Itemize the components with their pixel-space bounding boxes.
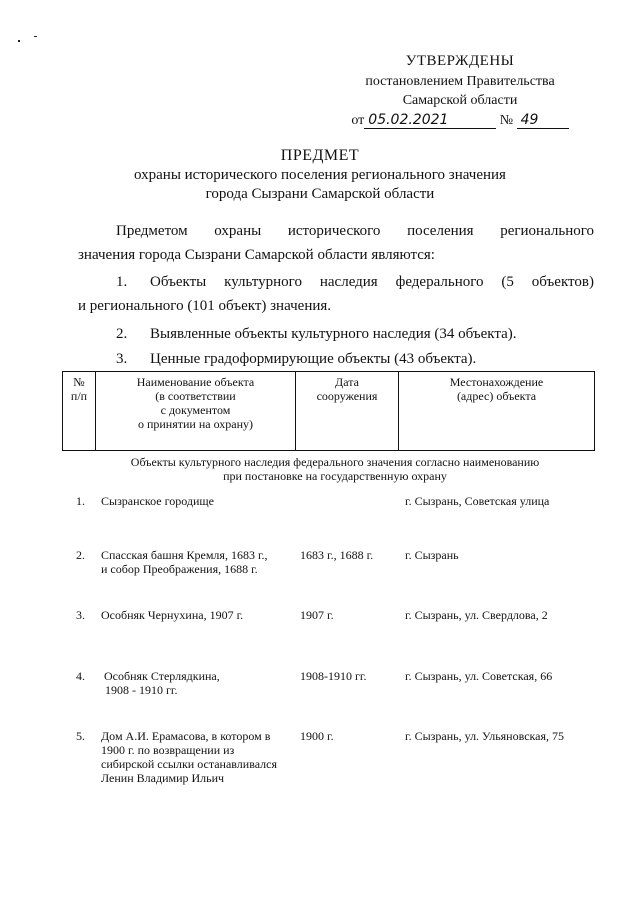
row-name-line: Особняк Чернухина, 1907 г. bbox=[101, 608, 244, 622]
row-number: 3. bbox=[76, 608, 85, 622]
row-name bbox=[101, 548, 291, 576]
intro-line-1: Предметом охраны исторического поселения регионального bbox=[116, 223, 594, 239]
header-name-line: с документом bbox=[160, 403, 231, 417]
row-name-line: сибирской ссылки останавливался bbox=[101, 757, 277, 771]
handwritten-number: 49 bbox=[517, 112, 569, 129]
header-date-line: Дата bbox=[335, 375, 359, 389]
row-location: г. Сызрань, ул. Ульяновская, 75 bbox=[405, 729, 565, 743]
header-num-line: п/п bbox=[70, 389, 88, 403]
row-location: г. Сызрань, Советская улица bbox=[405, 494, 550, 508]
approval-line-2: Самарской области bbox=[402, 93, 518, 108]
header-date-line: сооружения bbox=[316, 389, 378, 403]
row-date: 1907 г. bbox=[300, 608, 334, 622]
header-num bbox=[63, 372, 96, 451]
approval-block bbox=[330, 50, 590, 132]
row-number: 2. bbox=[76, 548, 85, 562]
list-item-number: 3. bbox=[116, 351, 128, 367]
list-item-text: Выявленные объекты культурного наследия (34 объекта). bbox=[150, 326, 517, 342]
row-date: 1900 г. bbox=[300, 729, 334, 743]
section-title-line: Объекты культурного наследия федерального значения согласно наименованию bbox=[130, 455, 540, 469]
heading-line-2: города Сызрани Самарской области bbox=[205, 186, 435, 202]
approval-title: УТВЕРЖДЕНЫ bbox=[405, 53, 515, 69]
heading-line-1: охраны исторического поселения регионального значения bbox=[134, 167, 506, 183]
list-item-text: Ценные градоформирующие объекты (43 объекта). bbox=[150, 351, 477, 367]
approval-line-1: постановлением Правительства bbox=[365, 74, 555, 89]
scan-mark bbox=[34, 36, 37, 37]
header-num-line: № bbox=[73, 375, 85, 389]
intro-line-2: значения города Сызрани Самарской области являются: bbox=[78, 247, 435, 263]
header-name-line: Наименование объекта bbox=[136, 375, 255, 389]
row-number: 1. bbox=[76, 494, 85, 508]
row-number: 5. bbox=[76, 729, 85, 743]
row-name-line: и собор Преображения, 1688 г. bbox=[101, 562, 258, 576]
list-item-text: Объекты культурного наследия федерального (5 объектов) bbox=[150, 274, 594, 290]
header-location bbox=[399, 372, 595, 451]
header-location-line: Местонахождение bbox=[449, 375, 544, 389]
section-title bbox=[80, 455, 590, 483]
header-name bbox=[96, 372, 296, 451]
row-name-line: Спасская башня Кремля, 1683 г., bbox=[101, 548, 268, 562]
list-item-number: 2. bbox=[116, 326, 128, 342]
row-date: 1908-1910 гг. bbox=[300, 669, 367, 683]
approval-date-line bbox=[330, 110, 590, 132]
number-label: № bbox=[499, 113, 514, 128]
row-name bbox=[101, 669, 291, 697]
list-item-text-cont: и регионального (101 объект) значения. bbox=[78, 298, 332, 314]
row-date: 1683 г., 1688 г. bbox=[300, 548, 374, 562]
row-name-line: Сызранское городище bbox=[101, 494, 214, 508]
heading-title: ПРЕДМЕТ bbox=[280, 147, 360, 164]
row-number: 4. bbox=[76, 669, 85, 683]
header-name-line: (в соответствии bbox=[155, 389, 236, 403]
row-name-line: 1908 - 1910 гг. bbox=[105, 683, 178, 697]
objects-table-header bbox=[62, 371, 595, 451]
header-location-line: (адрес) объекта bbox=[456, 389, 537, 403]
document-heading bbox=[60, 146, 580, 204]
scan-mark bbox=[18, 40, 20, 42]
row-name bbox=[101, 494, 291, 508]
handwritten-date: 05.02.2021 bbox=[364, 112, 496, 129]
row-name-line: 1900 г. по возвращении из bbox=[101, 743, 235, 757]
list-item-number: 1. bbox=[116, 274, 128, 290]
header-date bbox=[296, 372, 399, 451]
row-location: г. Сызрань, ул. Свердлова, 2 bbox=[405, 608, 548, 622]
row-name-line: Особняк Стерлядкина, bbox=[101, 669, 220, 683]
row-name bbox=[101, 729, 291, 785]
header-name-line: о принятии на охрану) bbox=[137, 417, 254, 431]
row-name-line: Ленин Владимир Ильич bbox=[101, 771, 225, 785]
section-title-line: при постановке на государственную охрану bbox=[223, 469, 447, 483]
row-name-line: Дом А.И. Ерамасова, в котором в bbox=[101, 729, 271, 743]
row-name bbox=[101, 608, 291, 622]
from-label: от bbox=[351, 113, 365, 128]
row-location: г. Сызрань bbox=[405, 548, 459, 562]
row-location: г. Сызрань, ул. Советская, 66 bbox=[405, 669, 553, 683]
